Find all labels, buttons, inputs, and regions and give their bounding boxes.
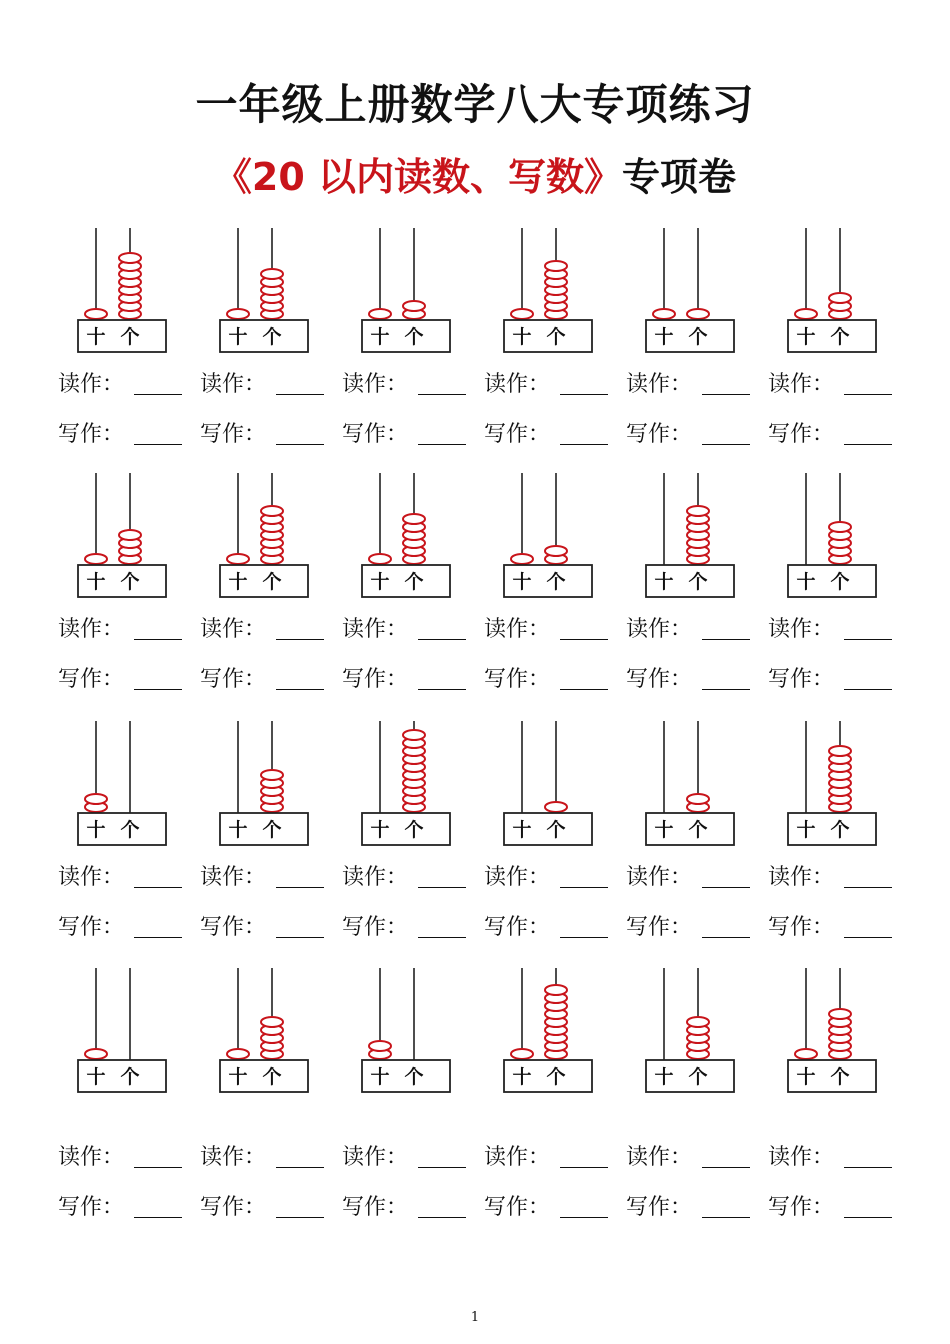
exercise-item	[758, 713, 903, 973]
exercise-item	[758, 465, 903, 725]
abacus-diagram	[474, 960, 619, 1100]
write-answer-blank[interactable]	[276, 689, 324, 690]
write-label: 写作：	[626, 915, 693, 940]
write-label: 写作：	[200, 915, 267, 940]
exercise-item	[616, 465, 761, 725]
ones-bead	[687, 794, 709, 804]
exercise-item	[332, 713, 477, 973]
tens-place-label: 十	[370, 1066, 390, 1088]
write-answer-blank[interactable]	[560, 444, 608, 445]
write-answer-blank[interactable]	[418, 937, 466, 938]
tens-bead	[653, 309, 675, 319]
ones-place-label: 个	[830, 571, 850, 593]
read-label: 读作：	[200, 617, 267, 642]
tens-place-label: 十	[796, 326, 816, 348]
read-answer-blank[interactable]	[560, 887, 608, 888]
read-answer-blank[interactable]	[844, 1167, 892, 1168]
ones-bead	[829, 522, 851, 532]
write-label: 写作：	[342, 422, 409, 447]
exercise-item	[758, 220, 903, 480]
abacus-diagram	[758, 465, 903, 605]
read-label: 读作：	[58, 617, 125, 642]
write-answer-blank[interactable]	[844, 689, 892, 690]
read-answer-blank[interactable]	[418, 887, 466, 888]
write-answer-blank[interactable]	[560, 689, 608, 690]
write-label: 写作：	[342, 915, 409, 940]
tens-bead	[511, 309, 533, 319]
abacus-diagram	[48, 713, 193, 853]
write-label: 写作：	[58, 915, 125, 940]
ones-place-label: 个	[830, 326, 850, 348]
ones-bead	[261, 770, 283, 780]
tens-place-label: 十	[512, 326, 532, 348]
write-label: 写作：	[484, 667, 551, 692]
abacus-diagram	[48, 465, 193, 605]
write-label: 写作：	[626, 422, 693, 447]
tens-place-label: 十	[654, 819, 674, 841]
subtitle-topic: 《20 以内读数、写数》	[213, 155, 623, 199]
read-label: 读作：	[626, 372, 693, 397]
read-answer-blank[interactable]	[560, 394, 608, 395]
abacus-diagram	[332, 713, 477, 853]
exercise-item	[190, 713, 335, 973]
read-label: 读作：	[200, 865, 267, 890]
abacus-diagram	[332, 220, 477, 360]
read-label: 读作：	[200, 372, 267, 397]
tens-place-label: 十	[654, 571, 674, 593]
ones-place-label: 个	[262, 1066, 282, 1088]
read-label: 读作：	[58, 1145, 125, 1170]
tens-bead	[227, 554, 249, 564]
tens-place-label: 十	[512, 1066, 532, 1088]
read-label: 读作：	[58, 372, 125, 397]
ones-bead	[545, 985, 567, 995]
read-answer-blank[interactable]	[844, 887, 892, 888]
write-label: 写作：	[58, 422, 125, 447]
read-answer-blank[interactable]	[134, 639, 182, 640]
abacus-diagram	[616, 465, 761, 605]
abacus-diagram	[332, 465, 477, 605]
write-answer-blank[interactable]	[134, 689, 182, 690]
tens-place-label: 十	[86, 571, 106, 593]
tens-bead	[85, 554, 107, 564]
abacus-diagram	[190, 960, 335, 1100]
read-answer-blank[interactable]	[560, 1167, 608, 1168]
tens-bead	[369, 309, 391, 319]
ones-place-label: 个	[830, 819, 850, 841]
read-label: 读作：	[626, 617, 693, 642]
ones-place-label: 个	[404, 1066, 424, 1088]
ones-bead	[687, 1017, 709, 1027]
tens-bead	[85, 794, 107, 804]
ones-place-label: 个	[262, 571, 282, 593]
exercise-item	[616, 220, 761, 480]
write-label: 写作：	[484, 422, 551, 447]
abacus-diagram	[616, 960, 761, 1100]
tens-place-label: 十	[370, 326, 390, 348]
write-answer-blank[interactable]	[844, 937, 892, 938]
exercise-item	[332, 220, 477, 480]
tens-place-label: 十	[796, 1066, 816, 1088]
ones-bead	[545, 546, 567, 556]
write-label: 写作：	[58, 667, 125, 692]
ones-bead	[545, 261, 567, 271]
ones-bead	[261, 1017, 283, 1027]
read-answer-blank[interactable]	[418, 1167, 466, 1168]
abacus-diagram	[474, 465, 619, 605]
read-label: 读作：	[342, 372, 409, 397]
read-answer-blank[interactable]	[844, 394, 892, 395]
exercise-item	[48, 713, 193, 973]
tens-place-label: 十	[228, 819, 248, 841]
read-answer-blank[interactable]	[844, 639, 892, 640]
read-answer-blank[interactable]	[276, 394, 324, 395]
tens-place-label: 十	[654, 326, 674, 348]
read-answer-blank[interactable]	[702, 1167, 750, 1168]
tens-place-label: 十	[512, 819, 532, 841]
ones-place-label: 个	[120, 571, 140, 593]
write-answer-blank[interactable]	[418, 689, 466, 690]
ones-place-label: 个	[688, 571, 708, 593]
tens-place-label: 十	[370, 819, 390, 841]
ones-bead	[829, 1009, 851, 1019]
tens-bead	[227, 1049, 249, 1059]
read-answer-blank[interactable]	[276, 1167, 324, 1168]
ones-bead	[545, 802, 567, 812]
abacus-diagram	[616, 713, 761, 853]
exercise-item	[758, 960, 903, 1220]
exercise-item	[48, 220, 193, 480]
tens-place-label: 十	[86, 1066, 106, 1088]
ones-bead	[687, 309, 709, 319]
tens-bead	[85, 309, 107, 319]
tens-place-label: 十	[86, 819, 106, 841]
ones-place-label: 个	[262, 326, 282, 348]
ones-bead	[261, 506, 283, 516]
write-label: 写作：	[200, 667, 267, 692]
ones-place-label: 个	[546, 571, 566, 593]
ones-bead	[829, 293, 851, 303]
read-answer-blank[interactable]	[560, 639, 608, 640]
exercise-item	[474, 465, 619, 725]
read-answer-blank[interactable]	[702, 639, 750, 640]
page-subtitle	[0, 146, 950, 201]
exercise-item	[190, 960, 335, 1220]
write-answer-blank[interactable]	[418, 444, 466, 445]
exercise-item	[332, 465, 477, 725]
read-answer-blank[interactable]	[134, 394, 182, 395]
write-label: 写作：	[768, 915, 835, 940]
abacus-diagram	[190, 713, 335, 853]
write-label: 写作：	[768, 422, 835, 447]
tens-place-label: 十	[654, 1066, 674, 1088]
abacus-diagram	[48, 960, 193, 1100]
write-answer-blank[interactable]	[418, 1217, 466, 1218]
exercise-item	[474, 960, 619, 1220]
abacus-diagram	[474, 220, 619, 360]
abacus-diagram	[190, 465, 335, 605]
exercise-item	[190, 220, 335, 480]
write-answer-blank[interactable]	[702, 937, 750, 938]
write-answer-blank[interactable]	[560, 937, 608, 938]
tens-bead	[511, 554, 533, 564]
read-answer-blank[interactable]	[702, 394, 750, 395]
read-label: 读作：	[342, 617, 409, 642]
read-label: 读作：	[768, 372, 835, 397]
ones-place-label: 个	[404, 819, 424, 841]
abacus-diagram	[474, 713, 619, 853]
write-label: 写作：	[768, 667, 835, 692]
read-label: 读作：	[200, 1145, 267, 1170]
page-title: 一年级上册数学八大专项练习	[195, 80, 755, 129]
read-label: 读作：	[342, 1145, 409, 1170]
write-label: 写作：	[342, 1195, 409, 1220]
write-answer-blank[interactable]	[702, 444, 750, 445]
ones-place-label: 个	[546, 1066, 566, 1088]
write-answer-blank[interactable]	[844, 1217, 892, 1218]
write-answer-blank[interactable]	[134, 937, 182, 938]
ones-bead	[403, 730, 425, 740]
exercise-item	[616, 960, 761, 1220]
write-label: 写作：	[484, 1195, 551, 1220]
ones-place-label: 个	[404, 326, 424, 348]
tens-place-label: 十	[370, 571, 390, 593]
ones-place-label: 个	[546, 326, 566, 348]
ones-bead	[119, 530, 141, 540]
abacus-diagram	[758, 960, 903, 1100]
ones-place-label: 个	[688, 819, 708, 841]
ones-bead	[261, 269, 283, 279]
tens-place-label: 十	[228, 571, 248, 593]
read-answer-blank[interactable]	[418, 394, 466, 395]
tens-place-label: 十	[796, 571, 816, 593]
read-answer-blank[interactable]	[702, 887, 750, 888]
ones-place-label: 个	[120, 326, 140, 348]
read-answer-blank[interactable]	[276, 639, 324, 640]
write-answer-blank[interactable]	[134, 1217, 182, 1218]
read-label: 读作：	[768, 1145, 835, 1170]
exercise-item	[48, 960, 193, 1220]
write-label: 写作：	[342, 667, 409, 692]
write-answer-blank[interactable]	[702, 689, 750, 690]
exercise-item	[474, 713, 619, 973]
write-answer-blank[interactable]	[560, 1217, 608, 1218]
write-label: 写作：	[200, 1195, 267, 1220]
read-label: 读作：	[484, 372, 551, 397]
tens-place-label: 十	[228, 326, 248, 348]
ones-bead	[403, 514, 425, 524]
read-label: 读作：	[484, 617, 551, 642]
ones-bead	[687, 506, 709, 516]
abacus-diagram	[48, 220, 193, 360]
write-answer-blank[interactable]	[702, 1217, 750, 1218]
tens-bead	[85, 1049, 107, 1059]
tens-place-label: 十	[86, 326, 106, 348]
read-label: 读作：	[484, 865, 551, 890]
read-label: 读作：	[626, 1145, 693, 1170]
write-answer-blank[interactable]	[276, 444, 324, 445]
ones-place-label: 个	[688, 326, 708, 348]
tens-bead	[369, 1041, 391, 1051]
write-label: 写作：	[58, 1195, 125, 1220]
tens-bead	[511, 1049, 533, 1059]
write-label: 写作：	[626, 1195, 693, 1220]
tens-bead	[795, 309, 817, 319]
ones-place-label: 个	[120, 819, 140, 841]
subtitle-suffix: 专项卷	[622, 155, 737, 199]
tens-bead	[795, 1049, 817, 1059]
tens-place-label: 十	[228, 1066, 248, 1088]
ones-place-label: 个	[546, 819, 566, 841]
abacus-diagram	[758, 713, 903, 853]
write-label: 写作：	[768, 1195, 835, 1220]
exercise-item	[616, 713, 761, 973]
page-number: 1	[470, 1310, 480, 1325]
abacus-diagram	[332, 960, 477, 1100]
read-answer-blank[interactable]	[134, 1167, 182, 1168]
read-answer-blank[interactable]	[418, 639, 466, 640]
ones-place-label: 个	[120, 1066, 140, 1088]
ones-place-label: 个	[404, 571, 424, 593]
ones-place-label: 个	[688, 1066, 708, 1088]
exercise-item	[48, 465, 193, 725]
read-label: 读作：	[342, 865, 409, 890]
exercise-item	[474, 220, 619, 480]
write-answer-blank[interactable]	[844, 444, 892, 445]
tens-place-label: 十	[512, 571, 532, 593]
ones-bead	[403, 301, 425, 311]
read-label: 读作：	[484, 1145, 551, 1170]
read-label: 读作：	[768, 865, 835, 890]
exercise-item	[332, 960, 477, 1220]
tens-bead	[227, 309, 249, 319]
ones-bead	[829, 746, 851, 756]
write-answer-blank[interactable]	[276, 937, 324, 938]
exercise-item	[190, 465, 335, 725]
ones-place-label: 个	[262, 819, 282, 841]
write-answer-blank[interactable]	[134, 444, 182, 445]
ones-place-label: 个	[830, 1066, 850, 1088]
read-label: 读作：	[626, 865, 693, 890]
read-label: 读作：	[768, 617, 835, 642]
write-label: 写作：	[626, 667, 693, 692]
read-label: 读作：	[58, 865, 125, 890]
abacus-diagram	[616, 220, 761, 360]
tens-bead	[369, 554, 391, 564]
abacus-diagram	[758, 220, 903, 360]
read-answer-blank[interactable]	[276, 887, 324, 888]
ones-bead	[119, 253, 141, 263]
abacus-diagram	[190, 220, 335, 360]
tens-place-label: 十	[796, 819, 816, 841]
read-answer-blank[interactable]	[134, 887, 182, 888]
write-label: 写作：	[484, 915, 551, 940]
write-label: 写作：	[200, 422, 267, 447]
write-answer-blank[interactable]	[276, 1217, 324, 1218]
